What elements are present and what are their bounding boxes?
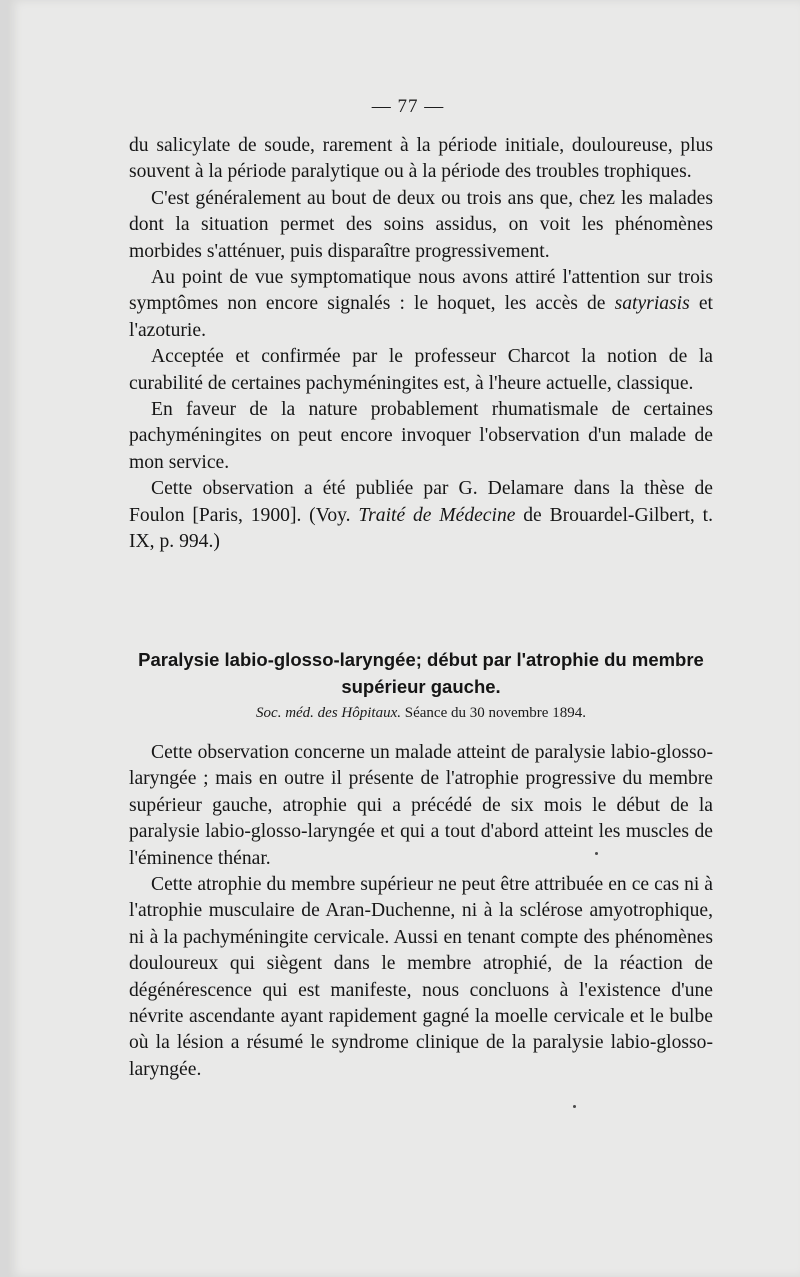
paragraph-rheumatic: En faveur de la nature probablement rhumatismale de certaines pachyméningites on peut encore invoquer l'observation d'un malade de mon service. [129,399,713,473]
top-text-block [129,133,713,556]
source-session: Séance du 30 novembre 1894. [401,705,586,721]
bottom-text-block [129,740,713,1083]
treatise-title: Traité de Médecine [358,504,516,526]
paragraph-conclusion: Cette atrophie du membre supérieur ne peut être attribuée en ce cas ni à l'atrophie musculaire de Aran-Duchenne, ni à la sclérose amyotrophique, ni à la pachyméningite cervicale. Aussi en tenant compte des phénomènes douloureux qui siègent dans le membre atrophié, de la réaction de dégénérescence qui est manifeste, nous concluons à l'existence d'une névrite ascendante ayant rapidement gagné la moelle cervicale et le bulbe où la lésion a résumé le syndrome clinique de la paralysie labio-glosso-laryngée. [129,874,713,1080]
paragraph-symptoms [129,265,713,344]
paragraph-publication-start: Cette observation a été publiée par G. Delamare dans la thèse de Foulon [Paris, 1900]. (Voy. [129,478,713,526]
print-speck [573,1105,576,1108]
paragraph-recovery: C'est généralement au bout de deux ou trois ans que, chez les malades dont la situation permet des soins assidus, on voit les phénomènes morbides s'atténuer, puis disparaître progressivement. [129,187,713,262]
section-source [129,705,713,722]
paragraph-observation: Cette observation concerne un malade atteint de paralysie labio-glosso-laryngée ; mais en outre il présente de l'atrophie progressive du membre supérieur gauche, atrophie qui a précédé de six mois le début de la paralysie labio-glosso-laryngée et qui a tout d'abord atteint les muscles de l'éminence thénar. [129,742,713,869]
paragraph-symptoms-start: Au point de vue symptomatique nous avons attiré l'attention sur trois symptômes non encore signalés : le hoquet, les accès de [129,267,713,315]
page-number: — 77 — [371,96,445,117]
paragraph-salicylate: du salicylate de soude, rarement à la période initiale, douloureuse, plus souvent à la période paralytique ou à la période des troubles trophiques. [129,135,713,183]
paragraph-publication [129,476,713,555]
book-page [8,0,800,1277]
source-society: Soc. méd. des Hôpitaux. [256,705,401,721]
print-speck [595,852,598,855]
paragraph-symptoms-end: et l'azoturie. [129,293,714,341]
paragraph-charcot: Acceptée et confirmée par le professeur Charcot la notion de la curabilité de certaines pachyméningites est, à l'heure actuelle, classique. [129,346,713,394]
satyriasis-term: satyriasis [614,293,690,315]
section-title: Paralysie labio-glosso-laryngée; début par l'atrophie du membre supérieur gauche. [138,649,704,697]
paragraph-publication-end: de Brouardel-Gilbert, t. IX, p. 994.) [129,504,713,553]
